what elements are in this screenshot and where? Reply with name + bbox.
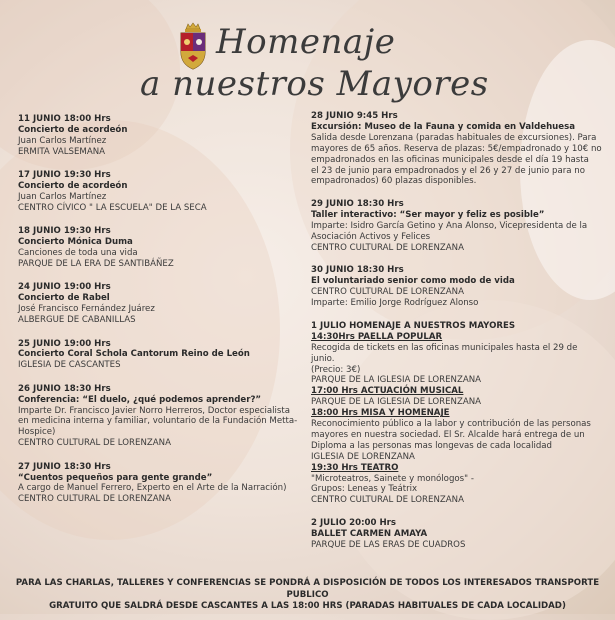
event-detail: empadronados) 60 plazas disponibles.	[311, 176, 477, 187]
event-venue: PARQUE DE LAS ERAS DE CUADROS	[311, 539, 466, 550]
sub-event-detail: Recogida de tickets en las oficinas municipales hasta el 29 de junio.	[311, 342, 578, 364]
event-detail: empadronados en las oficinas municipales desde el día 19 hasta	[311, 154, 589, 165]
event-title: El voluntariado senior como modo de vida	[311, 276, 515, 287]
event-detail: Imparte: Emilio Jorge Rodríguez Alonso	[311, 298, 479, 309]
event-detail: A cargo de Manuel Ferrero, Experto en el Arte de la Narración)	[18, 483, 287, 494]
poster-title-line2: a nuestros Mayores	[140, 64, 489, 104]
sub-event-title: 17:00 Hrs ACTUACIÓN MUSICAL	[311, 386, 464, 397]
event-item	[18, 226, 303, 270]
sub-event-venue: CENTRO CULTURAL DE LORENZANA	[311, 495, 464, 506]
event-date: 2 JULIO 20:00 Hrs	[311, 518, 397, 529]
sub-event-detail: (Precio: 3€)	[311, 364, 361, 375]
event-title: Concierto Mónica Duma	[18, 237, 133, 248]
event-detail: Salida desde Lorenzana (paradas habituales de excursiones). Para	[311, 132, 597, 143]
right-column	[311, 111, 603, 563]
sub-event	[311, 386, 603, 408]
sub-event-detail: Diploma a las personas mas longevas de cada localidad	[311, 440, 553, 451]
event-heading: 1 JULIO HOMENAJE A NUESTROS MAYORES	[311, 320, 516, 331]
event-date: 28 JUNIO 9:45 Hrs	[311, 111, 398, 121]
event-date: 30 JUNIO 18:30 Hrs	[311, 265, 404, 276]
event-venue: IGLESIA DE CASCANTES	[18, 360, 121, 371]
event-date: 17 JUNIO 19:30 Hrs	[18, 170, 111, 181]
event-title: BALLET CARMEN AMAYA	[311, 529, 428, 539]
event-venue: CENTRO CULTURAL DE LORENZANA	[18, 494, 171, 505]
event-venue: CENTRO CULTURAL DE LORENZANA	[311, 287, 464, 298]
event-title: Taller interactivo: “Ser mayor y feliz es posible”	[311, 210, 545, 221]
event-item	[18, 282, 303, 326]
sub-event	[311, 332, 603, 387]
sub-event-venue: PARQUE DE LA IGLESIA DE LORENZANA	[311, 375, 482, 386]
sub-event	[311, 408, 603, 463]
event-detail: Juan Carlos Martínez	[18, 191, 107, 202]
event-item	[18, 384, 303, 449]
event-item	[311, 518, 603, 551]
event-detail: en medicina interna y familiar, voluntario de la Fundación Metta-	[18, 416, 298, 427]
transport-notice-line2: GRATUITO QUE SALDRÁ DESDE CASCANTES A LAS 18:00 HRS (PARADAS HABITUALES DE CADA LOCALIDAD)	[49, 601, 566, 611]
event-item	[18, 114, 303, 158]
sub-event-title: 19:30 Hrs TEATRO	[311, 462, 399, 473]
sub-event-venue: PARQUE DE LA IGLESIA DE LORENZANA	[311, 397, 482, 408]
event-date: 24 JUNIO 19:00 Hrs	[18, 282, 111, 293]
event-venue: CENTRO CÍVICO " LA ESCUELA" DE LA SECA	[18, 202, 207, 213]
transport-notice-line1: PARA LAS CHARLAS, TALLERES Y CONFERENCIAS SE PONDRÁ A DISPOSICIÓN DE TODOS LOS INTERESADOS TRANSPORTE PUBLICO	[15, 578, 600, 600]
transport-notice	[12, 578, 603, 613]
sub-event-detail: "Microteatros, Sainete y monólogos" -	[311, 473, 474, 484]
sub-event-detail: Reconocimiento público a la labor y contribución de las personas	[311, 419, 591, 430]
event-item-homenaje	[311, 321, 603, 506]
event-venue: CENTRO CULTURAL DE LORENZANA	[311, 242, 464, 253]
event-title: Excursión: Museo de la Fauna y comida en Valdehuesa	[311, 121, 576, 132]
event-detail: José Francisco Fernández Juárez	[18, 304, 155, 315]
event-detail: Imparte Dr. Francisco Javier Norro Herreros, Doctor especialista	[18, 405, 291, 416]
event-date: 11 JUNIO 18:00 Hrs	[18, 114, 111, 124]
event-detail: Canciones de toda una vida	[18, 248, 138, 259]
sub-event-venue: IGLESIA DE LORENZANA	[311, 451, 415, 462]
sub-event-title: 14:30Hrs PAELLA POPULAR	[311, 331, 443, 342]
event-date: 18 JUNIO 19:30 Hrs	[18, 226, 111, 237]
event-title: “Cuentos pequeños para gente grande”	[18, 472, 213, 483]
poster-title-line1: Homenaje	[216, 22, 396, 62]
event-item	[311, 199, 603, 254]
event-venue: PARQUE DE LA ERA DE SANTIBÁÑEZ	[18, 258, 174, 269]
left-column	[18, 114, 303, 518]
event-date: 26 JUNIO 18:30 Hrs	[18, 383, 111, 394]
event-venue: ERMITA VALSEMANA	[18, 146, 106, 157]
event-date: 29 JUNIO 18:30 Hrs	[311, 199, 404, 210]
sub-event	[311, 463, 603, 507]
event-title: Conferencia: “El duelo, ¿qué podemos aprender?”	[18, 394, 262, 405]
event-title: Concierto de acordeón	[18, 181, 128, 192]
event-venue: CENTRO CULTURAL DE LORENZANA	[18, 438, 171, 449]
event-date: 25 JUNIO 19:00 Hrs	[18, 338, 111, 349]
event-item	[311, 111, 603, 187]
event-detail: mayores de 65 años. Reserva de plazas: 5€/empadronado y 10€ no	[311, 143, 602, 154]
event-title: Concierto de acordeón	[18, 124, 128, 135]
event-detail: Juan Carlos Martínez	[18, 135, 107, 146]
event-detail: Hospice)	[18, 427, 56, 438]
event-title: Concierto de Rabel	[18, 293, 110, 304]
event-item	[18, 170, 303, 214]
sub-event-detail: Grupos: Leneas y Teátrix	[311, 484, 418, 495]
event-venue: ALBERGUE DE CABANILLAS	[18, 315, 136, 326]
event-detail: Asociación Activos y Felices	[311, 231, 431, 242]
event-item	[311, 265, 603, 309]
crest-icon	[178, 22, 208, 70]
event-title: Concierto Coral Schola Cantorum Reino de León	[18, 349, 250, 360]
event-detail: Imparte: Isidro García Getino y Ana Alonso, Vicepresidenta de la	[311, 220, 588, 231]
event-detail: el 23 de junio para empadronados y el 26 y 27 de junio para no	[311, 165, 585, 176]
sub-event-title: 18:00 Hrs MISA Y HOMENAJE	[311, 408, 450, 419]
event-date: 27 JUNIO 18:30 Hrs	[18, 461, 111, 472]
event-item	[18, 339, 303, 372]
event-item	[18, 462, 303, 506]
sub-event-detail: mayores en nuestra sociedad. El Sr. Alcalde hará entrega de un	[311, 429, 585, 440]
